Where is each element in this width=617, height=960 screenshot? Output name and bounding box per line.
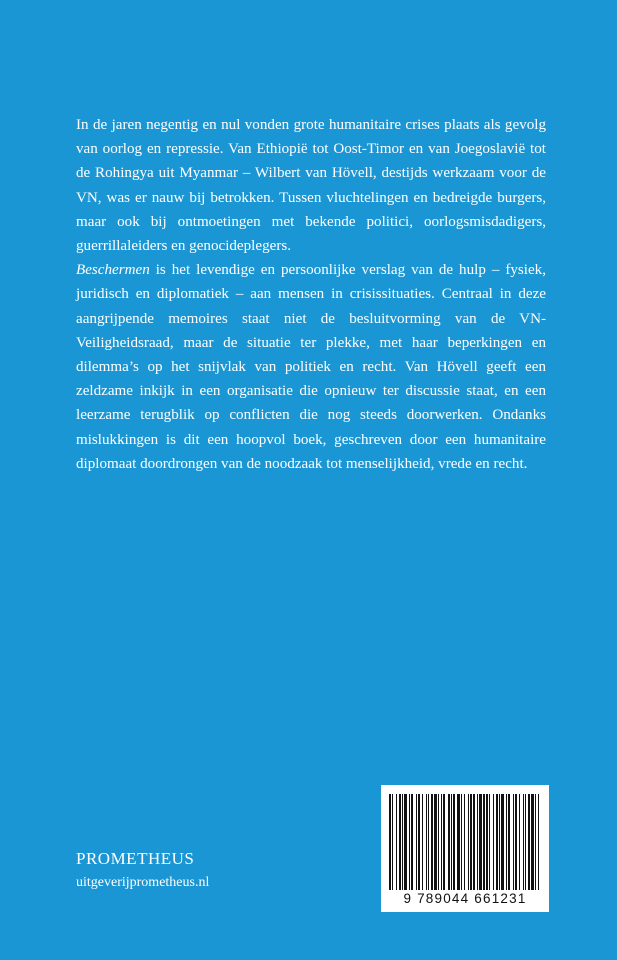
barcode-bar [525, 794, 526, 890]
barcode-bar [399, 794, 401, 890]
barcode-bar [448, 794, 450, 890]
barcode-bar [523, 794, 524, 890]
barcode-bars [389, 794, 541, 890]
barcode-bar [402, 794, 403, 890]
barcode-bar [389, 794, 391, 890]
barcode-bar [501, 794, 504, 890]
barcode-bar [519, 794, 520, 890]
barcode-bar [493, 794, 494, 890]
blurb-paragraph-2-text: is het levendige en persoonlijke verslag van de hulp – fysiek, juridisch en diplomatiek – aan mensen in crisissituaties. Centraal in deze aangrijpende memoires staat niet de besluitvorming van de VN-Veiligheidsraad, maar de situatie ter plekke, met haar beperkingen en dilemma’s op het snijvlak van politiek en recht. Van Hövell geeft een zeldzame inkijk in een organisatie die opnieuw ter discussie staat, en een leerzame terugblik op conflicten die nog steeds doorwerken. Ondanks mislukkingen is dit een hoopvol boek, geschreven door een humanitaire diplomaat doordrongen van de noodzaak tot menselijkheid, vrede en recht. [76, 262, 546, 472]
barcode-bar [477, 794, 478, 890]
barcode-bar [496, 794, 498, 890]
barcode-bar [468, 794, 469, 890]
barcode-bar [438, 794, 439, 890]
barcode-bar [411, 794, 413, 890]
publisher-logo: PROMETHEUS [76, 849, 195, 868]
barcode-bar [483, 794, 485, 890]
barcode-bar [418, 794, 420, 890]
barcode-bar [479, 794, 482, 890]
barcode-bar [515, 794, 517, 890]
barcode-bar [409, 794, 410, 890]
back-cover-blurb [76, 113, 546, 476]
barcode-bar [392, 794, 393, 890]
barcode-bar [416, 794, 417, 890]
barcode-bar [404, 794, 407, 890]
book-title: Beschermen [76, 262, 150, 279]
barcode-bar [489, 794, 490, 890]
barcode-bar [538, 794, 539, 890]
barcode-bar [513, 794, 514, 890]
barcode-bar [396, 794, 397, 890]
blurb-paragraph-1: In de jaren negentig en nul vonden grote humanitaire crises plaats als gevolg van oorlog en repressie. Van Ethiopië tot Oost-Timor en van Joegoslavië tot de Rohingya uit Myanmar – Wilbert van Hövell, destijds werkzaam voor de VN, was er nauw bij betrokken. Tussen vluchtelingen en bedreigde burgers, maar ook bij ontmoetingen met bekende politici, oorlogsmisdadigers, guerrillaleiders en genocideplegers. [76, 117, 546, 255]
barcode-bar [457, 794, 460, 890]
barcode-bar [426, 794, 427, 890]
blurb-paragraph-2 [76, 258, 546, 476]
isbn-barcode [381, 785, 549, 912]
barcode-bar [470, 794, 472, 890]
barcode-bar [508, 794, 510, 890]
barcode-bar [506, 794, 507, 890]
barcode-bar [441, 794, 442, 890]
barcode-bar [431, 794, 433, 890]
barcode-bar [434, 794, 437, 890]
barcode-bar [486, 794, 488, 890]
barcode-bar [531, 794, 534, 890]
barcode-bar [422, 794, 423, 890]
barcode-bar [451, 794, 452, 890]
barcode-bar [461, 794, 462, 890]
barcode-bar [535, 794, 536, 890]
isbn-number: 9 789044 661231 [403, 891, 527, 906]
publisher-url: uitgeverijprometheus.nl [76, 875, 210, 890]
barcode-bar [464, 794, 465, 890]
barcode-bar [453, 794, 455, 890]
barcode-bar [428, 794, 429, 890]
barcode-bar [499, 794, 500, 890]
barcode-bar [528, 794, 530, 890]
barcode-bar [443, 794, 445, 890]
barcode-bar [473, 794, 475, 890]
